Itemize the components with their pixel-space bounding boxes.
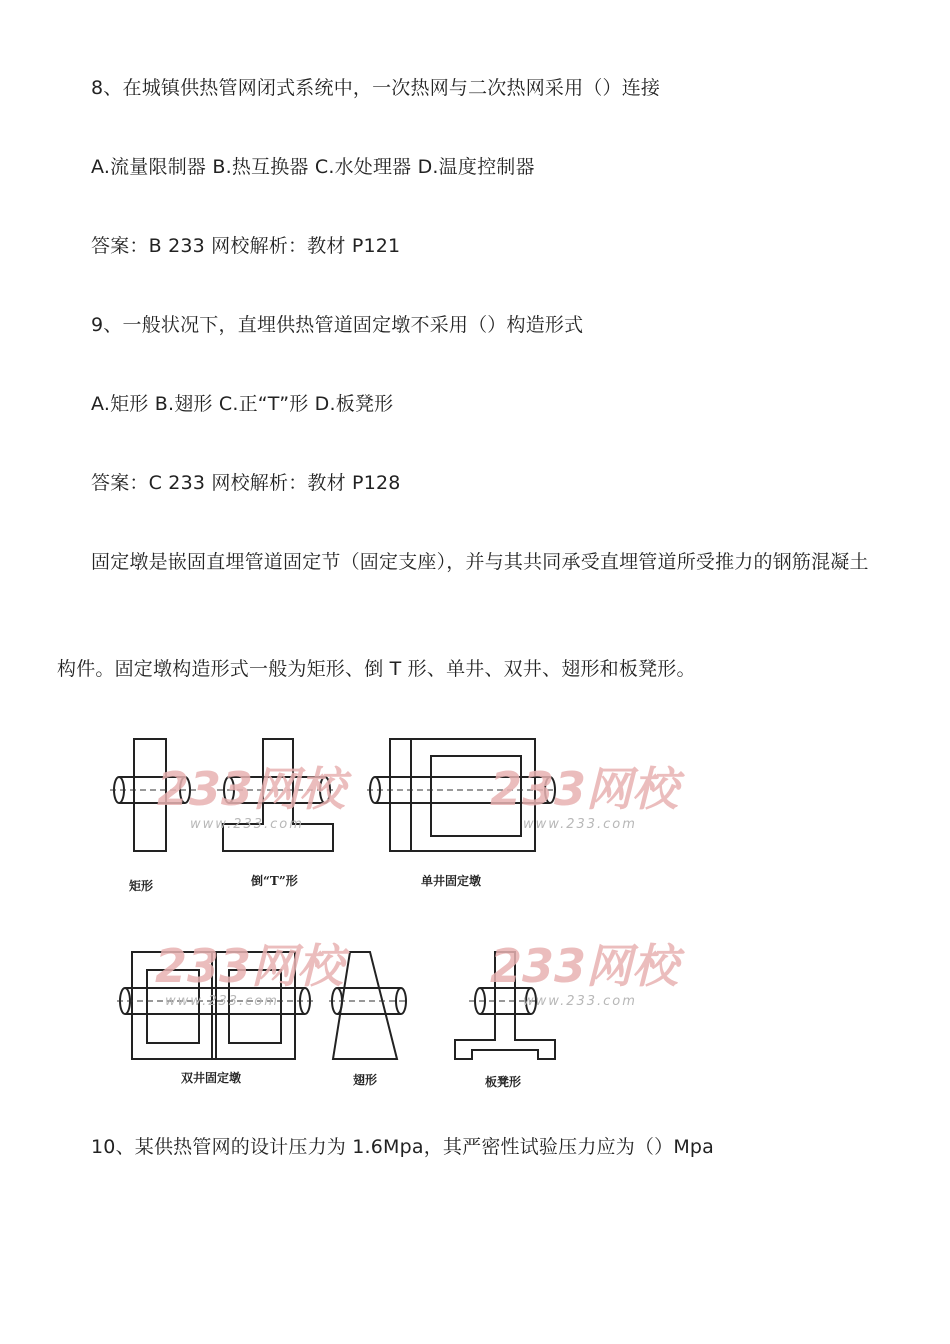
label-rect: 矩形: [129, 879, 154, 893]
label-double-well: 双井固定墩: [181, 1071, 242, 1085]
watermark-url-1: www.233.com: [190, 817, 304, 832]
q8-answer: 答案：B 233 网校解析：教材 P121: [91, 235, 401, 257]
label-inverted-t: 倒“T”形: [251, 874, 298, 888]
label-bench: 板凳形: [485, 1075, 522, 1089]
q10-question: 10、某供热管网的设计压力为 1.6Mpa，其严密性试验压力应为（）Mpa: [91, 1136, 715, 1158]
fixed-pier-diagram: [105, 730, 679, 1095]
watermarks: [155, 762, 685, 1009]
watermark-url-4: www.233.com: [523, 994, 637, 1009]
q9-question: 9、一般状况下，直埋供热管道固定墩不采用（）构造形式: [91, 314, 584, 336]
q9-answer: 答案：C 233 网校解析：教材 P128: [91, 472, 401, 494]
watermark-url-3: www.233.com: [165, 994, 279, 1009]
label-wing: 翅形: [353, 1073, 378, 1087]
watermark-text-2: 233网校: [490, 762, 679, 816]
watermark-url-2: www.233.com: [523, 817, 637, 832]
watermark-text-3: 233网校: [155, 939, 344, 993]
q8-question: 8、在城镇供热管网闭式系统中，一次热网与二次热网采用（）连接: [91, 77, 661, 99]
watermark-text-4: 233网校: [490, 939, 679, 993]
q9-options: A.矩形 B.翅形 C.正“T”形 D.板凳形: [91, 393, 394, 415]
q8-options: A.流量限制器 B.热互换器 C.水处理器 D.温度控制器: [91, 156, 535, 178]
q9-explanation-line2: 构件。固定墩构造形式一般为矩形、倒 T 形、单井、双井、翅形和板凳形。: [57, 658, 696, 680]
q9-explanation-line1: 固定墩是嵌固直埋管道固定节（固定支座），并与其共同承受直埋管道所受推力的钢筋混凝土: [91, 551, 869, 573]
label-single-well: 单井固定墩: [421, 874, 482, 888]
watermark-text-1: 233网校: [157, 762, 346, 816]
fixed-pier-svg: [105, 730, 679, 1095]
